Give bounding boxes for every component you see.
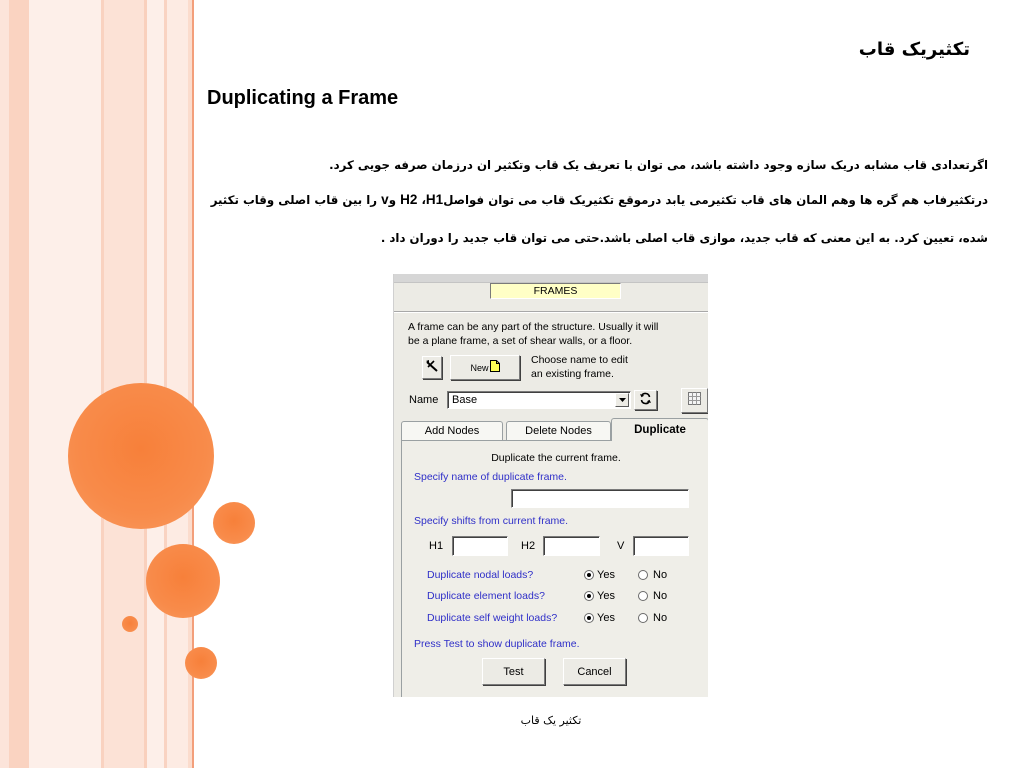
slide-heading: Duplicating a Frame (207, 87, 399, 109)
element-loads-no-radio[interactable] (638, 591, 648, 601)
decor-circle-tiny (122, 616, 138, 632)
shift-prompt: Specify shifts from current frame. (414, 515, 569, 527)
frame-name-combobox[interactable] (447, 391, 631, 409)
h1-term: H1 (425, 192, 444, 207)
decor-stripe (9, 0, 29, 768)
paragraph-line-2-start: درتکثیرفاب هم گره ها وهم المان های قاب تکثیرمی یابد درموقع تکثیریک قاب می توان فواصل (443, 193, 988, 207)
option-element-loads-label: Duplicate element loads? (427, 590, 545, 602)
chevron-down-icon[interactable] (615, 393, 629, 407)
new-button-label: New (470, 362, 489, 373)
nodal-loads-yes-label[interactable]: Yes (597, 569, 615, 581)
frames-dialog (393, 274, 708, 697)
nodal-loads-no-radio[interactable] (638, 570, 648, 580)
element-loads-yes-label[interactable]: Yes (597, 590, 615, 602)
new-document-icon (490, 360, 500, 376)
grid-view-button[interactable] (681, 388, 708, 413)
h2-term: H2 (400, 192, 418, 207)
edit-hint-line-2: an existing frame. (531, 368, 614, 380)
new-frame-button[interactable] (450, 355, 520, 380)
decor-stripe (29, 0, 101, 768)
divider (394, 311, 708, 313)
self-weight-yes-radio[interactable] (584, 613, 594, 623)
duplicate-intro: Duplicate the current frame. (491, 452, 621, 464)
decor-circle-large (68, 383, 214, 529)
slide-title: تکثیریک قاب (858, 39, 970, 60)
duplicate-tab-panel (401, 440, 708, 697)
v-shift-input[interactable] (633, 536, 689, 556)
self-weight-no-label[interactable]: No (653, 612, 668, 624)
frames-header-label: FRAMES (490, 283, 621, 299)
decor-circle-medium (146, 544, 220, 618)
dialog-top-strip (394, 274, 708, 283)
duplicate-name-input[interactable] (511, 489, 689, 508)
paragraph-line-1: اگرتعدادی قاب مشابه دریک سازه وجود داشته باشد، می توان با تعریف یک قاب وتکثیر ان درزمان صرفه جویی کرد. (329, 158, 988, 172)
refresh-icon (639, 392, 652, 409)
conjunction: و (388, 193, 401, 207)
paragraph-line-2 (211, 190, 988, 210)
edit-hint-line-1: Choose name to edit (531, 354, 628, 366)
tool-button[interactable] (422, 356, 442, 379)
decor-circle-small (213, 502, 255, 544)
h1-shift-input[interactable] (452, 536, 508, 556)
grid-icon (688, 392, 701, 409)
nodal-loads-yes-radio[interactable] (584, 570, 594, 580)
h2-label: H2 (521, 540, 536, 552)
nodal-loads-no-label[interactable]: No (653, 569, 668, 581)
v-label: V (617, 540, 625, 552)
frame-name-value: Base (452, 394, 478, 406)
tab-duplicate[interactable]: Duplicate (611, 418, 708, 441)
element-loads-yes-radio[interactable] (584, 591, 594, 601)
cross-tool-icon (425, 359, 439, 377)
paragraph-line-2-end: را بین قاب اصلی وقاب تکثیر (210, 193, 382, 207)
separator: ، (417, 193, 426, 207)
description-line-2: be a plane frame, a set of shear walls, or a floor. (408, 335, 633, 347)
tab-delete-nodes[interactable]: Delete Nodes (506, 421, 611, 440)
self-weight-no-radio[interactable] (638, 613, 648, 623)
name-label: Name (409, 394, 439, 406)
decor-stripe (0, 0, 9, 768)
test-hint: Press Test to show duplicate frame. (414, 638, 580, 650)
figure-caption: تکثیر یک قاب (520, 714, 582, 727)
description-line-1: A frame can be any part of the structure. Usually it will (408, 321, 659, 333)
decor-stripe (167, 0, 188, 768)
refresh-button[interactable] (634, 390, 657, 410)
cancel-button[interactable]: Cancel (563, 658, 626, 685)
element-loads-no-label[interactable]: No (653, 590, 668, 602)
option-nodal-loads-label: Duplicate nodal loads? (427, 569, 534, 581)
h1-label: H1 (429, 540, 444, 552)
self-weight-yes-label[interactable]: Yes (597, 612, 615, 624)
v-term: v (381, 192, 389, 207)
h2-shift-input[interactable] (543, 536, 600, 556)
name-prompt: Specify name of duplicate frame. (414, 471, 567, 483)
tab-add-nodes[interactable]: Add Nodes (401, 421, 503, 440)
option-self-weight-label: Duplicate self weight loads? (427, 612, 558, 624)
paragraph-line-3: شده، تعیین کرد. به این معنی که قاب جدید، موازی قاب اصلی باشد.حتی می توان قاب جدید را دوران داد . (380, 231, 988, 245)
test-button[interactable]: Test (482, 658, 545, 685)
decor-circle-small (185, 647, 217, 679)
